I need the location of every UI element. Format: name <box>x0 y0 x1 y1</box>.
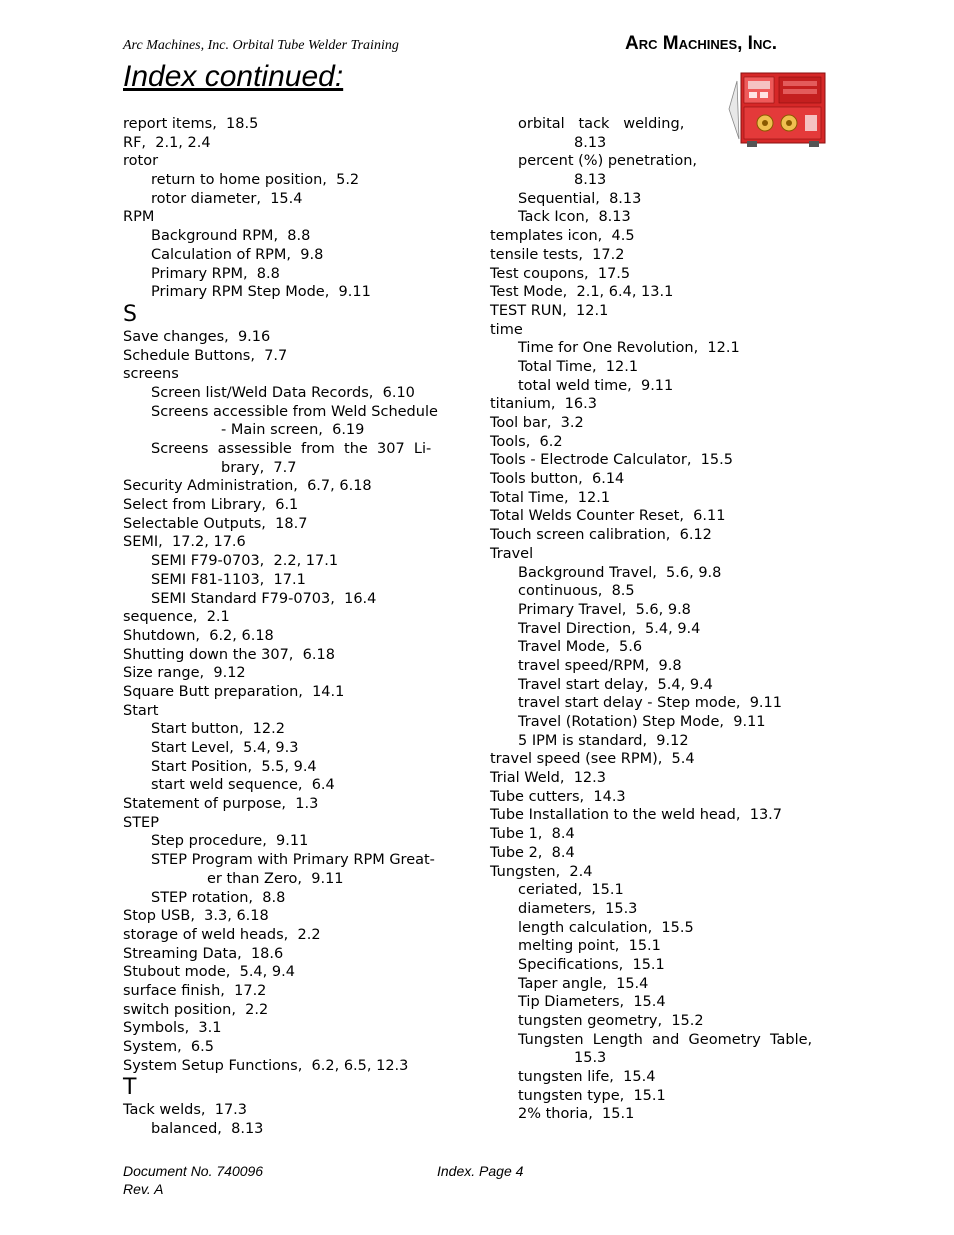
index-entry: time <box>490 321 523 338</box>
index-entry: Test coupons, 17.5 <box>490 265 631 282</box>
index-section-letter: T <box>123 1075 137 1101</box>
index-entry: SEMI Standard F79-0703, 16.4 <box>151 590 377 607</box>
index-entry: Start Position, 5.5, 9.4 <box>151 758 317 775</box>
index-entry: Primary RPM Step Mode, 9.11 <box>151 284 371 301</box>
index-entry: Square Butt preparation, 14.1 <box>123 683 345 700</box>
index-entry: Tools button, 6.14 <box>490 471 625 488</box>
index-entry: - Main screen, 6.19 <box>221 422 365 439</box>
index-entry: total weld time, 9.11 <box>518 377 674 394</box>
index-entry: 2% thoria, 15.1 <box>518 1106 635 1123</box>
index-entry: screens <box>123 366 179 383</box>
index-entry: Tools - Electrode Calculator, 15.5 <box>490 452 733 469</box>
index-entry: tungsten life, 15.4 <box>518 1069 656 1086</box>
index-entry: Travel Direction, 5.4, 9.4 <box>518 620 701 637</box>
index-entry: Selectable Outputs, 18.7 <box>123 515 308 532</box>
index-entry: Tack welds, 17.3 <box>123 1102 248 1119</box>
index-entry: templates icon, 4.5 <box>490 228 635 245</box>
index-entry: travel start delay - Step mode, 9.11 <box>518 695 782 712</box>
index-entry: report items, 18.5 <box>123 116 259 132</box>
index-entry: Tube Installation to the weld head, 13.7 <box>490 807 783 824</box>
index-entry: return to home position, 5.2 <box>151 172 360 189</box>
index-entry: tensile tests, 17.2 <box>490 246 625 263</box>
header-company-logo: Arc Machines, Inc. <box>625 33 778 54</box>
index-entry: Tool bar, 3.2 <box>490 415 584 431</box>
index-entry: Tip Diameters, 15.4 <box>518 994 666 1011</box>
index-entry: SEMI F79-0703, 2.2, 17.1 <box>151 553 339 570</box>
index-entry: balanced, 8.13 <box>151 1121 264 1138</box>
index-entry: switch position, 2.2 <box>123 1001 269 1018</box>
index-entry: 5 IPM is standard, 9.12 <box>518 732 689 749</box>
index-entry: Tools, 6.2 <box>490 433 563 450</box>
index-entry: System, 6.5 <box>123 1039 214 1055</box>
index-entry: continuous, 8.5 <box>518 583 635 600</box>
index-entry: Stubout mode, 5.4, 9.4 <box>123 964 295 981</box>
index-entry: Background Travel, 5.6, 9.8 <box>518 564 722 581</box>
index-entry: Background RPM, 8.8 <box>151 228 311 245</box>
index-entry: Sequential, 8.13 <box>518 190 642 207</box>
index-entry: RPM <box>123 209 155 226</box>
index-entry: Tube 1, 8.4 <box>490 826 575 843</box>
index-entry: brary, 7.7 <box>221 459 297 476</box>
index-entry: melting point, 15.1 <box>518 938 661 955</box>
index-entry: 8.13 <box>574 172 607 189</box>
index-column-right <box>490 115 812 1124</box>
index-entry: Start <box>123 702 159 719</box>
index-entry: Taper angle, 15.4 <box>518 975 649 992</box>
index-entry: Trial Weld, 12.3 <box>490 770 606 787</box>
footer-revision: Rev. A <box>123 1181 164 1197</box>
index-entry: length calculation, 15.5 <box>518 919 694 936</box>
index-entry: diameters, 15.3 <box>518 900 638 917</box>
index-entry: Travel (Rotation) Step Mode, 9.11 <box>518 714 766 730</box>
index-entry: Touch screen calibration, 6.12 <box>490 527 712 544</box>
index-entry: storage of weld heads, 2.2 <box>123 926 321 943</box>
index-entry: tungsten type, 15.1 <box>518 1087 666 1104</box>
index-entry: Total Time, 12.1 <box>518 358 639 375</box>
index-entry: Calculation of RPM, 9.8 <box>151 246 324 263</box>
index-entry: Primary Travel, 5.6, 9.8 <box>518 601 691 618</box>
index-entry: Shutting down the 307, 6.18 <box>123 646 335 663</box>
index-entry: Total Welds Counter Reset, 6.11 <box>490 508 726 525</box>
index-entry: Statement of purpose, 1.3 <box>123 796 319 813</box>
index-entry: orbital tack welding, <box>518 116 685 132</box>
index-entry: Tungsten Length and Geometry Table, <box>518 1031 813 1048</box>
index-entry: STEP <box>123 814 159 831</box>
index-entry: SEMI, 17.2, 17.6 <box>123 534 246 551</box>
index-entry: Total Time, 12.1 <box>490 489 611 506</box>
index-entry: Streaming Data, 18.6 <box>123 945 284 962</box>
index-entry: titanium, 16.3 <box>490 396 597 413</box>
footer-document-number: Document No. 740096 <box>123 1163 264 1179</box>
index-entry: STEP Program with Primary RPM Great- <box>151 852 435 869</box>
index-entry: Tube 2, 8.4 <box>490 844 575 861</box>
index-entry: 8.13 <box>574 134 607 151</box>
index-entry: sequence, 2.1 <box>123 609 230 626</box>
index-entry: rotor diameter, 15.4 <box>151 190 303 207</box>
index-entry: RF, 2.1, 2.4 <box>123 134 211 151</box>
index-entry: rotor <box>123 153 159 170</box>
index-section-letter: S <box>123 301 137 327</box>
index-entry: travel speed (see RPM), 5.4 <box>490 751 695 768</box>
index-entry: STEP rotation, 8.8 <box>151 889 286 906</box>
index-entry: ceriated, 15.1 <box>518 882 624 899</box>
index-entry: Primary RPM, 8.8 <box>151 265 280 282</box>
footer-page-number: Index. Page 4 <box>437 1163 524 1179</box>
index-entry: surface finish, 17.2 <box>123 982 267 999</box>
index-entry: Specifications, 15.1 <box>518 956 665 973</box>
index-column-left <box>123 115 438 1139</box>
index-entry: Symbols, 3.1 <box>123 1020 222 1037</box>
index-entry: percent (%) penetration, <box>518 153 697 170</box>
index-entry: Start button, 12.2 <box>151 721 285 738</box>
index-entry: Security Administration, 6.7, 6.18 <box>123 478 372 495</box>
page-title: Index continued: <box>123 60 344 93</box>
index-entry: Schedule Buttons, 7.7 <box>123 347 288 364</box>
index-entry: Travel <box>490 545 534 562</box>
index-entry: start weld sequence, 6.4 <box>151 777 335 794</box>
index-entry: TEST RUN, 12.1 <box>490 302 609 319</box>
index-entry: Travel Mode, 5.6 <box>518 639 643 656</box>
index-entry: Screens assessible from the 307 Li- <box>151 441 432 457</box>
index-entry: Tube cutters, 14.3 <box>490 788 626 805</box>
index-entry: Test Mode, 2.1, 6.4, 13.1 <box>490 284 674 301</box>
index-entry: System Setup Functions, 6.2, 6.5, 12.3 <box>123 1057 409 1074</box>
index-entry: Tungsten, 2.4 <box>490 863 593 880</box>
index-entry: Screen list/Weld Data Records, 6.10 <box>151 384 415 401</box>
index-entry: SEMI F81-1103, 17.1 <box>151 571 306 588</box>
index-entry: 15.3 <box>574 1050 607 1067</box>
index-entry: Start Level, 5.4, 9.3 <box>151 740 299 756</box>
index-entry: Save changes, 9.16 <box>123 328 271 345</box>
index-entry: Tack Icon, 8.13 <box>518 209 631 226</box>
index-entry: tungsten geometry, 15.2 <box>518 1013 704 1029</box>
index-entry: Travel start delay, 5.4, 9.4 <box>518 676 713 693</box>
index-entry: Step procedure, 9.11 <box>151 833 309 850</box>
index-entry: Shutdown, 6.2, 6.18 <box>123 627 274 644</box>
index-entry: Screens accessible from Weld Schedule <box>151 403 438 420</box>
index-entry: Time for One Revolution, 12.1 <box>518 340 740 357</box>
header-course-title: Arc Machines, Inc. Orbital Tube Welder Training <box>123 38 399 53</box>
index-entry: Size range, 9.12 <box>123 665 246 682</box>
index-entry: Select from Library, 6.1 <box>123 497 299 514</box>
index-entry: er than Zero, 9.11 <box>207 870 344 887</box>
index-entry: Stop USB, 3.3, 6.18 <box>123 908 269 925</box>
index-entry: travel speed/RPM, 9.8 <box>518 657 682 674</box>
